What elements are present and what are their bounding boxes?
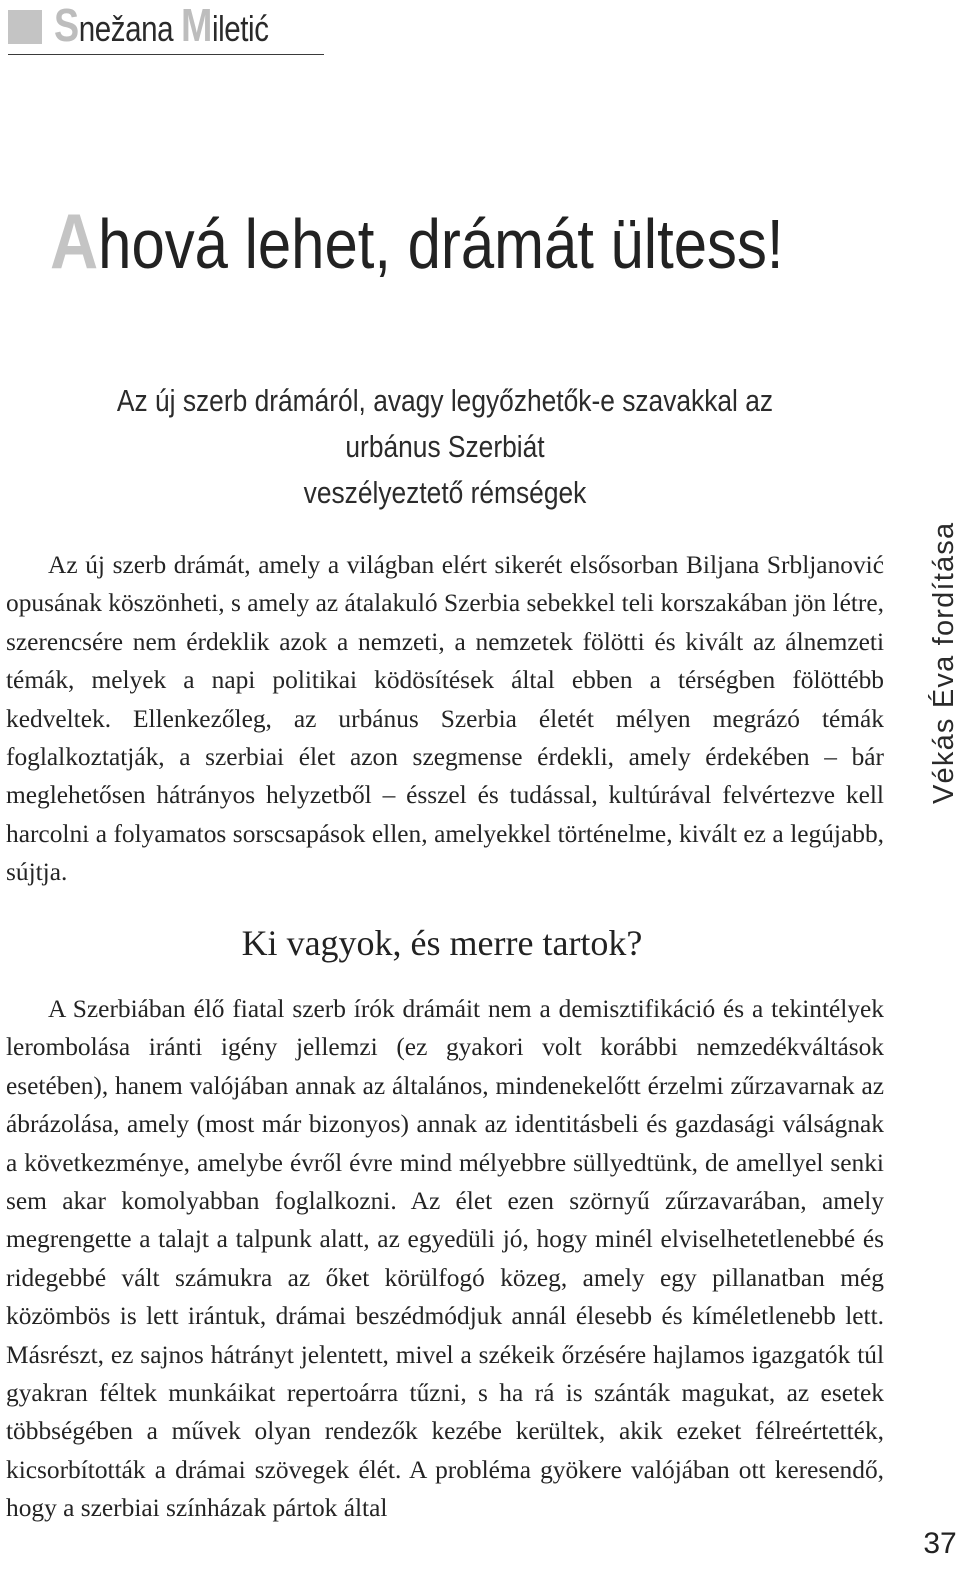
subtitle-line-1: Az új szerb drámáról, avagy legyőzhetők-e szavakkal az urbánus Szerbiát — [116, 383, 774, 464]
article-subtitle — [0, 378, 890, 516]
author-first-initial: S — [54, 0, 79, 51]
author-name — [54, 0, 269, 56]
translator-credit: Vékás Éva fordítása — [928, 521, 960, 804]
author-first-rest: nežana — [78, 8, 174, 49]
title-rest: hová lehet, drámát ültess! — [98, 205, 784, 283]
paragraph-2: A Szerbiában élő fiatal szerb írók drámáit nem a demisztifikáció és a tekintélyek lerombolása iránti igény jellemzi (ez gyakori volt korábbi nemzedékváltások esetében), hanem valójában annak az általános, mindenekelőtt érzelmi zűrzavarnak az ábrázolása, amely (most már bizonyos) annak az identitásbeli és gazdasági válságnak a következménye, amelybe évről évre mind mélyebbre süllyedtünk, de amellyel senki sem akar komolyabban foglalkozni. Az élet ezen szörnyű zűrzavarában, amely megrengette a talajt a talpunk alatt, az egyedüli jó, hogy minél elviselhetetlenebbé és ridegebbé vált számukra az őket körülfogó közeg, amely egy pillanatban még közömbös is lett irántuk, drámai beszédmódjuk annál élesebb és kíméletlenebb lett. Másrészt, ez sajnos hátrányt jelentett, mivel a székeik őrzésére hajlamos igazgatók túl gyakran féltek munkáikat repertoárra tűzni, s ha rá is szánták magukat, az esetek többségében a művek olyan rendezők kezébe kerültek, akik ezeket félreértették, kicsorbították a drámai szövegek élét. A probléma gyökere valójában ott keresendő, hogy a szerbiai színházak pártok által — [6, 995, 884, 1523]
author-header — [8, 0, 324, 55]
article-title — [50, 196, 784, 289]
author-last-initial: M — [180, 0, 212, 51]
grey-square-icon — [8, 10, 42, 44]
paragraph-1: Az új szerb drámát, amely a világban elért sikerét elsősorban Biljana Srbljanović opusának köszönheti, s amely az átalakuló Szerbia sebekkel teli korszakában jön létre, szerencsére nem érdeklik azok a nemzeti, a nemzetek fölötti és kivált az álnemzeti témák, melyek a napi politikai ködösítések által ebben a térségben fölöttébb kedveltek. Ellenkezőleg, az urbánus Szerbia életét mélyen megrázó témák foglalkoztatják, a szerbiai élet azon szegmense érdekli, amely érdekében – bár meglehetősen hátrányos helyzetből – ésszel és tudással, kultúrával felvértezve kell harcolni a folyamatos sorscsapások ellen, amelyekkel történelme, kivált ez a legújabb, sújtja. — [6, 551, 884, 887]
subtitle-line-2: veszélyeztető rémségek — [303, 475, 587, 510]
section-heading: Ki vagyok, és merre tartok? — [241, 923, 643, 963]
page-number: 37 — [923, 1527, 957, 1560]
title-initial: A — [50, 197, 99, 285]
author-last-rest: iletić — [211, 8, 269, 49]
